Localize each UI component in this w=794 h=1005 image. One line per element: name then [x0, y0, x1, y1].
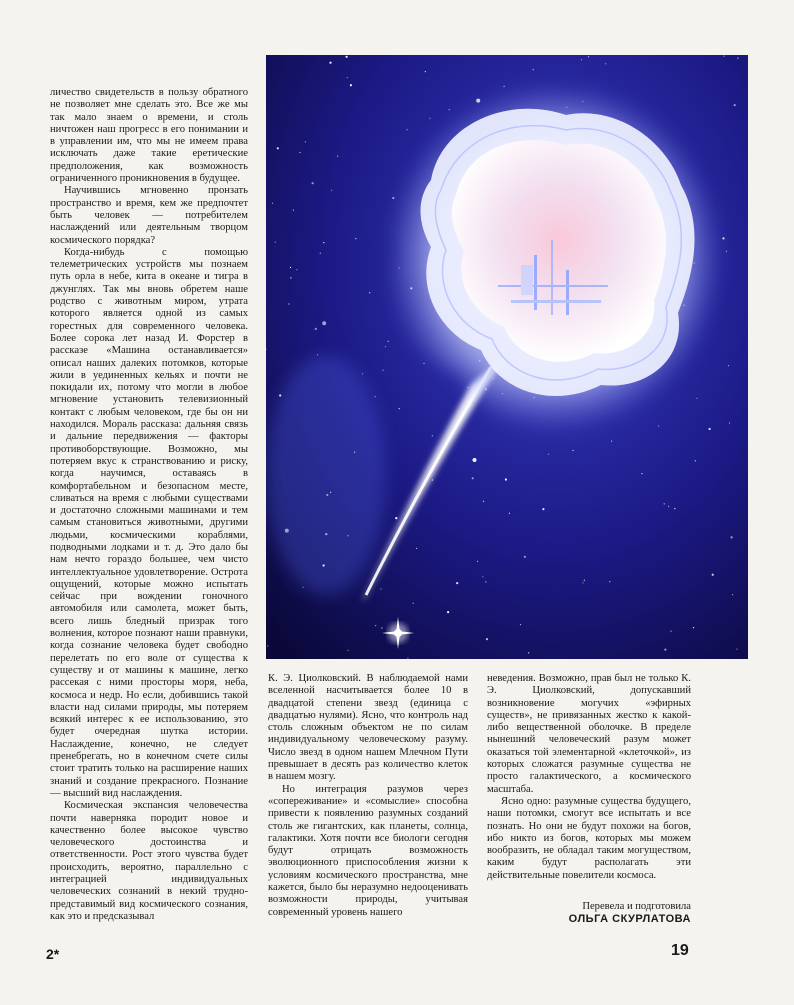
star-dot: [416, 548, 417, 549]
star-dot: [317, 354, 318, 355]
star-dot: [354, 452, 355, 453]
star-dot: [728, 365, 729, 366]
star-dot: [432, 435, 433, 436]
star-dot: [329, 62, 331, 64]
star-dot: [664, 503, 665, 504]
text-column-middle: [268, 673, 468, 919]
star-dot: [288, 303, 289, 304]
star-dot: [584, 580, 585, 581]
milky-band: [266, 355, 386, 595]
paragraph: Ясно одно: разумные существа будущего, наши потомки, смогут все испытать и все познать. Но они не будут похожи на богов, ибо никто из богов, которых мы можем вообразить, не обладал таким могуществом, каким будут располагать эти действительные повелители космоса.: [487, 795, 691, 881]
star-dot: [520, 624, 521, 625]
star-dot: [323, 242, 324, 243]
signature-mark: 2*: [46, 946, 60, 962]
paragraph: Когда-нибудь с помощью телеметрических устройств мы познаем путь орла в небе, кита в океане и тигра в джунглях. Так мы вновь обретем наше родство с животным миром, утрата которого является одной из самых горестных для современного человека. Более сорока лет назад И. Форстер в рассказе «Машина останавливается» описал наших далеких потомков, которые жили в уединенных кельях и почти не покидали их, потому что могли в любое мгновение установить телевизионный контакт с любым человеком, где бы он ни находился. Мораль рассказа: дальняя связь и дальние передвижения — факторы противоборствующие. Возможно, мы потеряем вкус к странствованию и риску, когда научимся, оставаясь в комфортабельном и безопасном месте, сливаться на время с любыми существами и достаточно сложными машинами и тем самым становиться животными, другими людьми, космическими кораблями, подводными лодками и т. д. Это дало бы нам нечто гораздо большее, чем чисто интеллектуальное удовлетворение. Острота ощущений, которые можно испытать сейчас при вождении гоночного автомобиля или самолета, может быть, всего лишь бледный призрак того волнения, которое познают наши правнуки, когда сознание человека будет свободно перелетать по его воле от существа к существу и от машины к машине, легко рассекая с ними просторы моря, неба, космоса и недр. Но если, добившись такой власти над силами природы, мы потеряем всякий интерес к ее использованию, это будет очередная шутка истории. Наслаждение, конечно, не следует пренебрегать, но в конечном счете силы стоит тратить только на расширение наших знаний и создание прекрасного. Познание — высший вид наслаждения.: [50, 246, 248, 799]
page-number: 19: [671, 942, 689, 959]
star-dot: [385, 346, 386, 347]
star-dot: [712, 574, 714, 576]
star-dot: [572, 450, 573, 451]
star-dot: [267, 645, 268, 646]
star-dot: [382, 370, 383, 371]
star-dot: [542, 508, 544, 510]
credit-name: ОЛЬГА СКУРЛАТОВА: [568, 913, 691, 925]
star-dot: [731, 536, 733, 538]
star-dot: [275, 242, 276, 243]
paragraph: личество свидетельств в пользу обратного не позволяет мне сделать это. Все же мы так мало знаем о времени, и столь ничтожен наш прогресс в его понимании и в управлении им, что мы не имеем права исключать даже такие еретические предположения, как возможность ограниченного проникновения в будущее.: [50, 87, 248, 185]
star-dot: [482, 576, 483, 577]
paragraph: К. Э. Циолковский. В наблюдаемой нами вселенной насчитывается более 10 в двадцатой степени звезд (единица с двадцатью нулями). Ясно, что контроль над столь сложным объектом не по силам индивидуальному человеческому разуму. Число звезд в одном нашем Млечном Пути превышает в десять раз количество клеток в нашем мозгу.: [268, 673, 468, 783]
star-dot: [290, 267, 291, 268]
star-dot: [337, 156, 338, 157]
star-dot: [285, 529, 289, 533]
star-dot: [277, 147, 279, 149]
star-dot: [581, 59, 582, 60]
star-dot: [347, 535, 348, 536]
star-dot: [658, 425, 659, 426]
star-dot: [272, 203, 273, 204]
star-dot: [483, 501, 484, 502]
star-dot: [413, 603, 414, 604]
star-dot: [346, 56, 348, 58]
star-dot: [670, 631, 671, 632]
star-dot: [737, 58, 738, 59]
star-dot: [425, 71, 426, 72]
star-dot: [486, 638, 488, 640]
paragraph: Но интеграция разумов через «сопереживание» и «сомыслие» способна привести к появлению разумных созданий столь же гигантских, как планеты, солнца, галактики. Хотя почти все биологи сегодня будут отрицать возможность эволюционного приспособления жизни к условиям космического пространства, мне кажется, было бы неразумно недооценивать возможности природы, учитывая современный уровень нашего: [268, 783, 468, 918]
star-dot: [369, 292, 370, 293]
star-dot: [299, 152, 300, 153]
star-dot: [323, 564, 325, 566]
star-dot: [696, 398, 697, 399]
star-dot: [447, 611, 449, 613]
star-dot: [709, 428, 711, 430]
star-dot: [582, 582, 583, 583]
star-dot: [293, 210, 294, 211]
star-dot: [524, 556, 526, 558]
star-dot: [325, 533, 327, 535]
star-dot: [348, 650, 349, 651]
star-dot: [290, 277, 291, 278]
star-dot: [456, 582, 458, 584]
star-dot: [315, 328, 317, 330]
star-dot: [611, 441, 612, 442]
star-dot: [407, 658, 408, 659]
star-dot: [395, 517, 397, 519]
star-dot: [509, 513, 510, 514]
star-dot: [609, 581, 610, 582]
star-dot: [736, 649, 737, 650]
star-dot: [347, 77, 348, 78]
star-dot: [485, 581, 486, 582]
star-dot: [429, 118, 430, 119]
star-dot: [407, 129, 408, 130]
star-dot: [375, 396, 376, 397]
cosmic-nebula-illustration: [266, 55, 748, 659]
star-dot: [726, 251, 727, 252]
paragraph: Научившись мгновенно пронзать пространство и время, кем же предпочтет быть человек — потребителем наслаждений или деятельным творцом космического порядка?: [50, 185, 248, 246]
star-dot: [350, 84, 352, 86]
star-dot: [668, 506, 669, 507]
star-dot: [362, 373, 363, 374]
star-dot: [473, 458, 477, 462]
credit-line: Перевела и подготовила: [582, 901, 691, 912]
star-dot: [723, 56, 724, 57]
star-dot: [695, 460, 696, 461]
star-dot: [330, 492, 331, 493]
star-dot: [326, 494, 328, 496]
star-dot: [399, 408, 400, 409]
star-dot: [477, 561, 478, 562]
star-dot: [732, 594, 733, 595]
star-dot: [322, 321, 326, 325]
star-dot: [355, 238, 356, 239]
paragraph: неведения. Возможно, прав был не только К. Э. Циолковский, допускавший возникновение могучих «эфирных существ», не привязанных жестко к какой-либо вещественной оболочке. В пределе нынешний человеческий разум может оказаться той элементарной «клеточкой», из которых сложатся разумные существа не просто галактического, а космического масштаба.: [487, 673, 691, 795]
star-dot: [588, 56, 589, 57]
star-dot: [296, 269, 297, 270]
star-dot: [279, 394, 281, 396]
star-dot: [472, 477, 474, 479]
star-dot: [423, 363, 424, 364]
star-dot: [303, 587, 304, 588]
star-dot: [388, 341, 389, 342]
star-dot: [674, 508, 675, 509]
star-dot: [432, 479, 433, 480]
star-dot: [375, 625, 376, 626]
star-dot: [381, 627, 382, 628]
star-dot: [320, 253, 321, 254]
star-dot: [693, 627, 694, 628]
star-dot: [331, 190, 332, 191]
star-dot: [533, 69, 534, 70]
paragraph: Космическая экспансия человечества почти наверняка породит новое и качественно более высокое чувство человеческого достоинства и ответственности. Рост этого чувства будет происходить, вероятно, параллельно с интеграцией индивидуальных человеческих сознаний в некий трудно-представимый вид космического сознания, как это и предсказывал: [50, 800, 248, 922]
star-dot: [312, 182, 314, 184]
star-dot: [548, 454, 549, 455]
text-column-right: [487, 673, 691, 882]
star-dot: [641, 473, 642, 474]
star-dot: [729, 422, 730, 423]
star-dot: [505, 478, 507, 480]
text-column-left: [50, 87, 248, 923]
star-dot: [528, 652, 529, 653]
star-dot: [380, 588, 381, 589]
star-dot: [664, 649, 666, 651]
star-dot: [605, 63, 606, 64]
translator-credit: [487, 900, 691, 926]
star-dot: [734, 104, 736, 106]
star-dot: [305, 141, 306, 142]
